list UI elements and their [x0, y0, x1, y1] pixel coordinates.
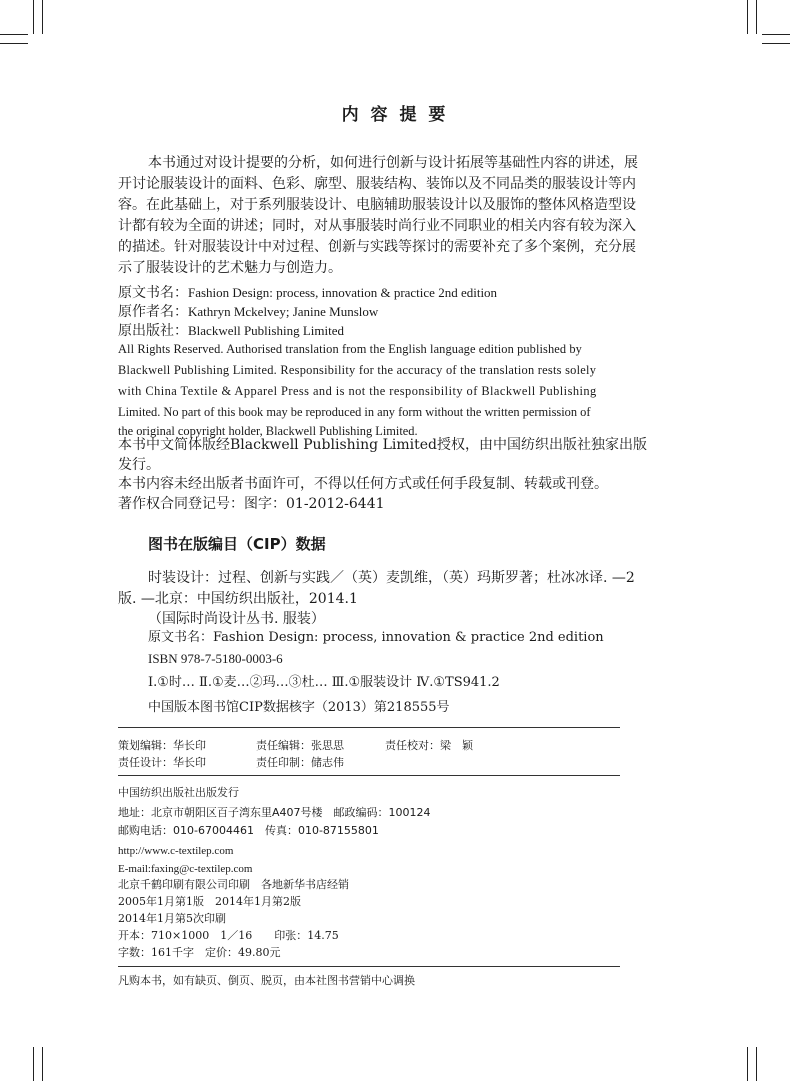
cip-line: （国际时尚设计丛书. 服装） — [148, 611, 325, 627]
responsible-printing: 责任印制：储志伟 — [256, 756, 344, 769]
responsible-editor: 责任编辑：张思思 — [256, 739, 344, 752]
cip-classification: Ⅰ.①时… Ⅱ.①麦…②玛…③杜… Ⅲ.①服装设计 Ⅳ.①TS941.2 — [148, 675, 500, 690]
pub-line: 地址：北京市朝阳区百子湾东里A407号楼 邮政编码：100124 — [118, 806, 431, 819]
pub-line: 字数：161千字 定价：49.80元 — [118, 946, 281, 959]
original-authors: Kathryn Mckelvey; Janine Munslow — [188, 304, 379, 319]
original-publisher-row — [118, 320, 344, 342]
license-line: 本书内容未经出版者书面许可，不得以任何方式或任何手段复制、转载或刊登。 — [118, 476, 608, 492]
summary-line: 的描述。针对服装设计中对过程、创新与实践等探讨的需要补充了多个案例，充分展 — [118, 239, 636, 255]
license-line: 本书中文简体版经Blackwell Publishing Limited授权，由中国纺织出版社独家出版 — [118, 437, 647, 453]
pub-line: 2005年1月第1版 2014年1月第2版 — [118, 895, 301, 908]
rights-line: the original copyright holder, Blackwell Publishing Limited. — [118, 424, 418, 438]
original-author-label: 原作者名： — [118, 304, 188, 320]
cip-line: 原文书名：Fashion Design: process, innovation & practice 2nd edition — [148, 630, 604, 645]
crop-mark — [747, 0, 748, 34]
cip-isbn: ISBN 978-7-5180-0003-6 — [148, 651, 283, 666]
pub-line: 开本：710×1000 1／16 印张：14.75 — [118, 929, 339, 942]
original-publisher-label: 原出版社： — [118, 323, 188, 339]
crop-mark — [762, 34, 790, 35]
divider — [118, 727, 620, 728]
crop-mark — [33, 0, 34, 34]
cip-number: 中国版本图书馆CIP数据核字（2013）第218555号 — [148, 700, 450, 715]
crop-mark — [762, 43, 790, 44]
cip-line: 时装设计：过程、创新与实践／（英）麦凯维，（英）玛斯罗著；杜冰冰译. —2 — [148, 570, 635, 586]
summary-line: 示了服装设计的艺术魅力与创造力。 — [118, 260, 342, 276]
cip-heading: 图书在版编目（CIP）数据 — [148, 535, 326, 553]
crop-mark — [756, 1047, 757, 1081]
copyright-registration: 著作权合同登记号：图字：01-2012-6441 — [118, 496, 385, 512]
pub-line: 邮购电话：010-67004461 传真：010-87155801 — [118, 824, 379, 837]
rights-line: with China Textile & Apparel Press and is not the responsibility of Blackwell Publishing — [118, 384, 597, 398]
website-link[interactable]: http://www.c-textilep.com — [118, 845, 234, 857]
crop-mark — [42, 0, 43, 34]
rights-line: All Rights Reserved. Authorised translation from the English language edition published by — [118, 342, 582, 356]
original-publisher: Blackwell Publishing Limited — [188, 323, 344, 338]
crop-mark — [42, 1047, 43, 1081]
crop-mark — [0, 43, 28, 44]
planning-editor: 策划编辑：华长印 — [118, 739, 206, 752]
cip-line: 版. —北京：中国纺织出版社，2014.1 — [118, 591, 358, 607]
proofreader: 责任校对：梁 颖 — [385, 739, 473, 752]
pub-line: 北京千鹤印刷有限公司印刷 各地新华书店经销 — [118, 878, 349, 891]
pub-line: 中国纺织出版社出版发行 — [118, 786, 239, 799]
pub-line: 2014年1月第5次印刷 — [118, 912, 226, 925]
divider — [118, 775, 620, 776]
responsible-design: 责任设计：华长印 — [118, 756, 206, 769]
crop-mark — [756, 0, 757, 34]
page-title: 内 容 提 要 — [341, 105, 449, 125]
crop-mark — [747, 1047, 748, 1081]
rights-line: Limited. No part of this book may be reproduced in any form without the written permission of — [118, 405, 591, 419]
crop-mark — [0, 34, 28, 35]
divider — [118, 966, 620, 967]
summary-line: 容。在此基础上，对于系列服装设计、电脑辅助服装设计以及服饰的整体风格造型设 — [118, 197, 636, 213]
license-line: 发行。 — [118, 457, 160, 473]
summary-line: 本书通过对设计提要的分析，如何进行创新与设计拓展等基础性内容的讲述，展 — [148, 155, 638, 171]
footer-notice: 凡购本书，如有缺页、倒页、脱页，由本社图书营销中心调换 — [118, 974, 415, 987]
original-title: Fashion Design: process, innovation & practice 2nd edition — [188, 285, 498, 300]
crop-mark — [33, 1047, 34, 1081]
rights-line: Blackwell Publishing Limited. Responsibility for the accuracy of the translation rests solely — [118, 363, 597, 377]
summary-line: 开讨论服装设计的面料、色彩、廓型、服装结构、装饰以及不同品类的服装设计等内 — [118, 176, 636, 192]
email-link[interactable]: E-mail:faxing@c-textilep.com — [118, 863, 253, 875]
summary-line: 计都有较为全面的讲述；同时，对从事服装时尚行业不同职业的相关内容有较为深入 — [118, 218, 636, 234]
original-title-label: 原文书名： — [118, 285, 188, 301]
